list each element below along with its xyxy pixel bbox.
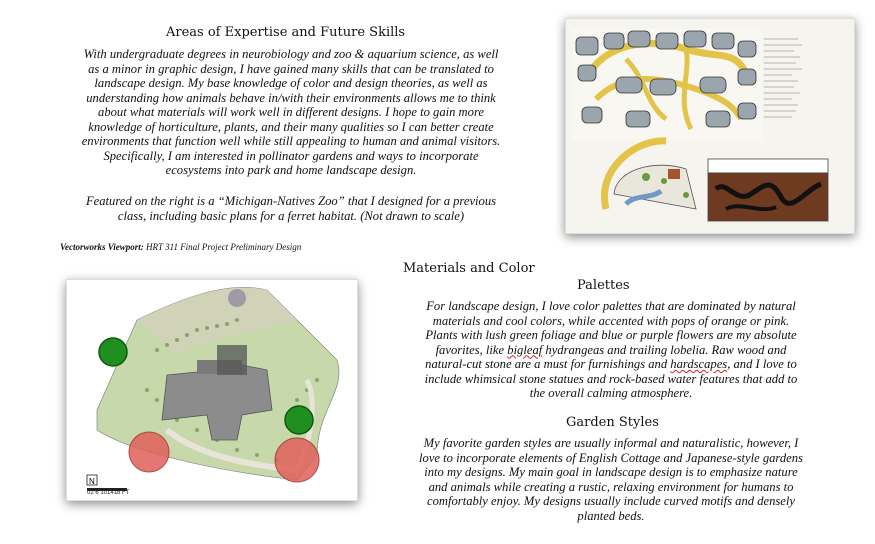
spellcheck-word: bigleaf [507, 342, 543, 357]
scale-bar-label: 02 6 101418 FT [87, 490, 130, 496]
materials-line: For landscape design, I love color palettes that are dominated by natural [426, 299, 796, 313]
zoo-sketch-photo [565, 18, 855, 234]
garden-paragraph [366, 436, 856, 523]
garden-line: My favorite garden styles are usually informal and naturalistic, however, I [423, 436, 799, 450]
expertise-line: Specifically, I am interested in pollinator gardens and ways to incorporate [103, 148, 479, 163]
garden-line: into my designs. My main goal in landscape design is to emphasize nature [424, 465, 798, 479]
materials-text: favorites, like [435, 342, 508, 357]
featured-paragraph [30, 194, 552, 223]
expertise-line: knowledge of horticulture, plants, and their many qualities so I can better create [88, 119, 494, 134]
caption-label: Vectorworks Viewport: [60, 242, 144, 252]
materials-line: include whimsical stone statues and rock-based water features that add to [424, 371, 798, 386]
landscape-plan-image [66, 279, 358, 501]
garden-heading: Garden Styles [566, 415, 659, 430]
garden-line: comfortably enjoy. My designs usually include curved motifs and densely [427, 494, 795, 508]
viewport-caption [60, 242, 301, 252]
materials-line [366, 357, 856, 372]
expertise-line: about what materials will work well in different designs. I hope to gain more [98, 105, 484, 119]
garden-line: planted beds. [577, 508, 645, 523]
expertise-paragraph [30, 47, 552, 178]
materials-line: the overall calming atmosphere. [529, 386, 693, 400]
zoo-sketch-illustration [566, 19, 854, 233]
caption-text: HRT 311 Final Project Preliminary Design [146, 242, 302, 252]
expertise-line: as a minor in graphic design, I have gained many skills that can be translated to [88, 61, 494, 76]
expertise-line: understanding how animals behave in/with their environments allows me to think [86, 90, 496, 105]
featured-line: Featured on the right is a “Michigan-Natives Zoo” that I designed for a previous [85, 194, 497, 208]
materials-heading-palettes: Palettes [577, 278, 630, 293]
expertise-line: With undergraduate degrees in neurobiology and zoo & aquarium science, as well [83, 47, 499, 61]
materials-heading: Materials and Color [403, 261, 535, 276]
expertise-line: ecosystems into park and home landscape design. [165, 163, 417, 177]
materials-text: natural-cut stone are a must for furnishings and [425, 357, 671, 371]
materials-line: Plants with lush green foliage and blue or purple flowers are my absolute [425, 328, 797, 342]
north-arrow-icon: N [89, 477, 95, 486]
materials-text: hydrangeas and trailing lobelia. Raw wood and [542, 342, 787, 357]
spellcheck-word: hardscapes [670, 357, 728, 371]
expertise-line: landscape design. My base knowledge of color and design theories, as well as [94, 76, 488, 90]
landscape-plan-illustration [67, 280, 357, 500]
garden-line: love to incorporate elements of English Cottage and Japanese-style gardens [419, 450, 803, 465]
garden-line: and animals while creating a rustic, relaxing environment for humans to [428, 479, 794, 494]
materials-line: materials and cool colors, while accented with pops of orange or pink. [432, 313, 790, 328]
materials-line [366, 343, 856, 358]
materials-text: , and I love to [727, 357, 797, 371]
expertise-heading: Areas of Expertise and Future Skills [166, 25, 406, 40]
expertise-line: environments that function well while still appealing to human and animal visitors. [81, 134, 501, 148]
materials-paragraph [366, 299, 856, 401]
featured-line: class, including basic plans for a ferret habitat. (Not drawn to scale) [117, 208, 465, 223]
